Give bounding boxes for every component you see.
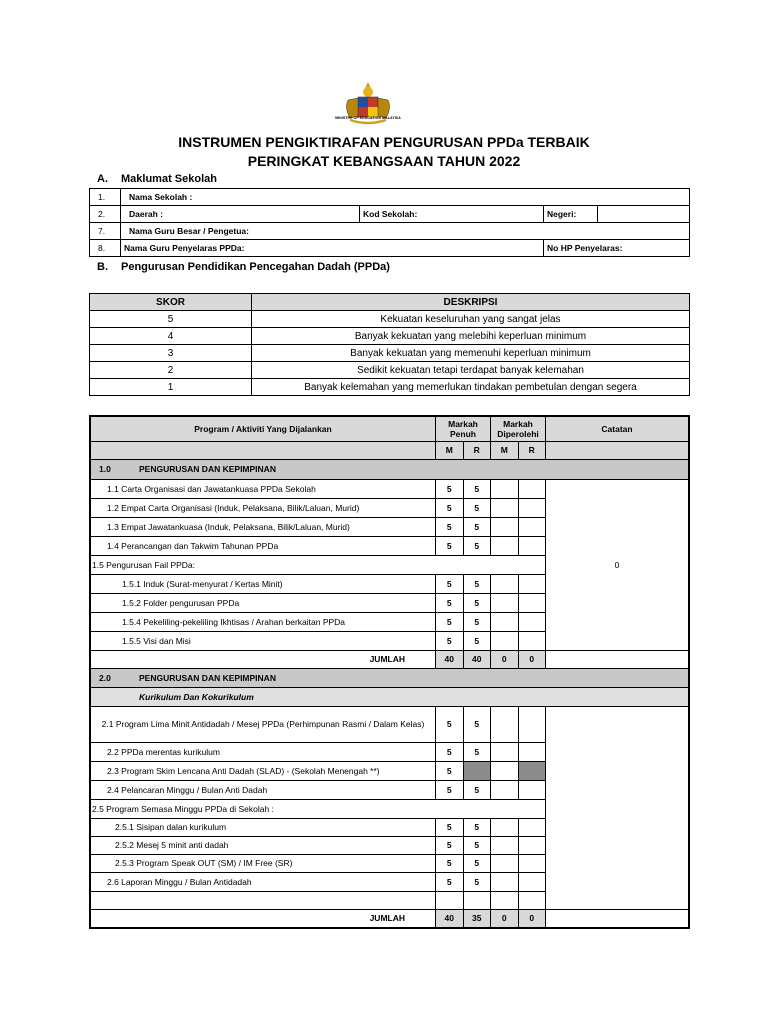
m-diperolehi-input[interactable] (491, 836, 519, 854)
skor-desc: Banyak kekuatan yang melebihi keperluan minimum (252, 328, 690, 345)
m-diperolehi-input[interactable] (491, 818, 519, 836)
section-2-header (90, 668, 689, 687)
r-penuh: 5 (463, 854, 491, 872)
m-penuh: 5 (436, 631, 464, 650)
guru-besar-field[interactable]: Nama Guru Besar / Pengetua: (121, 223, 690, 240)
r-penuh: 5 (463, 593, 491, 612)
section-2-no: 2.0 (99, 672, 111, 683)
m-diperolehi-input[interactable] (491, 612, 519, 631)
r-penuh: 5 (463, 872, 491, 891)
program-label: 1.5.2 Folder pengurusan PPDa (90, 593, 436, 612)
r-diperolehi-input[interactable] (518, 854, 546, 872)
m-diperolehi-input[interactable] (491, 742, 519, 761)
markah-penuh-header: Markah Penuh (436, 416, 491, 441)
skor-table (89, 293, 690, 396)
program-label: 1.3 Empat Jawatankuasa (Induk, Pelaksana, Bilik/Laluan, Murid) (90, 517, 436, 536)
r-penuh: 5 (463, 706, 491, 742)
r-diperolehi-input[interactable] (518, 593, 546, 612)
m-penuh: 5 (436, 479, 464, 498)
m-penuh: 5 (436, 706, 464, 742)
info-no: 7. (90, 223, 121, 240)
program-label: 2.1 Program Lima Minit Antidadah / Mesej PPDa (Perhimpunan Rasmi / Dalam Kelas) (90, 706, 436, 742)
r-diperolehi-input[interactable] (518, 498, 546, 517)
program-label: 1.5.5 Visi dan Misi (90, 631, 436, 650)
section-a-label: Maklumat Sekolah (121, 173, 217, 185)
blank-cell (463, 891, 491, 909)
section-a-letter: A. (97, 173, 108, 185)
r-diperolehi-input[interactable] (518, 612, 546, 631)
m-diperolehi-input[interactable] (491, 479, 519, 498)
deskripsi-header: DESKRIPSI (252, 294, 690, 311)
blank-cell (518, 891, 546, 909)
r-penuh: 5 (463, 836, 491, 854)
program-label: 1.4 Perancangan dan Takwim Tahunan PPDa (90, 536, 436, 555)
blank-header (546, 441, 690, 459)
m-penuh: 5 (436, 742, 464, 761)
skor-value: 2 (90, 362, 252, 379)
m-header: M (436, 441, 464, 459)
info-no: 2. (90, 206, 121, 223)
document-subtitle: PERINGKAT KEBANGSAAN TAHUN 2022 (247, 153, 521, 169)
no-hp-field[interactable]: No HP Penyelaras: (544, 240, 690, 257)
m-diperolehi-input[interactable] (491, 854, 519, 872)
r-diperolehi-input[interactable] (518, 479, 546, 498)
m-diperolehi-input[interactable] (491, 498, 519, 517)
r-diperolehi-disabled (518, 761, 546, 780)
skor-value: 3 (90, 345, 252, 362)
catatan-cell[interactable] (546, 706, 690, 909)
program-label: 2.4 Pelancaran Minggu / Bulan Anti Dadah (90, 780, 436, 799)
r-diperolehi-input[interactable] (518, 706, 546, 742)
blank-header (90, 441, 436, 459)
catatan-header: Catatan (546, 416, 690, 441)
section-b-heading (97, 261, 390, 273)
section-2-title: PENGURUSAN DAN KEPIMPINAN (139, 672, 276, 683)
program-label: 1.5.1 Induk (Surat-menyurat / Kertas Minit) (90, 574, 436, 593)
m-penuh: 5 (436, 536, 464, 555)
r-diperolehi-input[interactable] (518, 536, 546, 555)
nama-sekolah-field[interactable]: Nama Sekolah : (121, 189, 690, 206)
blank-cell (546, 909, 690, 928)
m-diperolehi-input[interactable] (491, 706, 519, 742)
r-diperolehi-input[interactable] (518, 818, 546, 836)
jumlah-label: JUMLAH (90, 909, 436, 928)
jumlah-m-penuh: 40 (436, 909, 464, 928)
blank-cell (436, 891, 464, 909)
r-diperolehi-input[interactable] (518, 742, 546, 761)
r-diperolehi-input[interactable] (518, 872, 546, 891)
r-diperolehi-input[interactable] (518, 780, 546, 799)
r-penuh: 5 (463, 536, 491, 555)
section-a-heading (97, 173, 217, 185)
m-penuh: 5 (436, 574, 464, 593)
program-label: 2.2 PPDa merentas kurikulum (90, 742, 436, 761)
r-penuh: 5 (463, 612, 491, 631)
kod-sekolah-field[interactable]: Kod Sekolah: (360, 206, 544, 223)
m-diperolehi-input[interactable] (491, 761, 519, 780)
program-table (89, 415, 690, 929)
skor-value: 4 (90, 328, 252, 345)
daerah-field[interactable]: Daerah : (121, 206, 360, 223)
catatan-cell[interactable]: 0 (546, 479, 690, 650)
document-title: INSTRUMEN PENGIKTIRAFAN PENGURUSAN PPDa TERBAIK (178, 134, 590, 150)
m-diperolehi-input[interactable] (491, 574, 519, 593)
skor-value: 1 (90, 379, 252, 396)
pengurusan-fail-label: 1.5 Pengurusan Fail PPDa: (90, 555, 546, 574)
program-label: 1.5.4 Pekeliling-pekeliling Ikhtisas / Arahan berkaitan PPDa (90, 612, 436, 631)
m-diperolehi-input[interactable] (491, 780, 519, 799)
m-penuh: 5 (436, 612, 464, 631)
m-diperolehi-input[interactable] (491, 631, 519, 650)
jumlah-m-diperolehi: 0 (491, 909, 519, 928)
skor-desc: Kekuatan keseluruhan yang sangat jelas (252, 311, 690, 328)
section-b-label: Pengurusan Pendidikan Pencegahan Dadah (PPDa) (121, 261, 390, 273)
m-penuh: 5 (436, 836, 464, 854)
crest-caption: MINISTRY OF EDUCATION MALAYSIA (335, 116, 401, 120)
r-penuh-disabled (463, 761, 491, 780)
kurikulum-subheader: Kurikulum Dan Kokurikulum (90, 687, 689, 706)
m-diperolehi-input[interactable] (491, 536, 519, 555)
skor-desc: Sedikit kekuatan tetapi terdapat banyak kelemahan (252, 362, 690, 379)
jumlah-label: JUMLAH (90, 650, 436, 668)
guru-penyelaras-field[interactable]: Nama Guru Penyelaras PPDa: (121, 240, 544, 257)
r-penuh: 5 (463, 517, 491, 536)
skor-value: 5 (90, 311, 252, 328)
r-diperolehi-input[interactable] (518, 836, 546, 854)
jumlah-r-penuh: 35 (463, 909, 491, 928)
section-1-title: PENGURUSAN DAN KEPIMPINAN (139, 464, 276, 474)
info-no: 8. (90, 240, 121, 257)
skor-header: SKOR (90, 294, 252, 311)
m-penuh: 5 (436, 872, 464, 891)
jumlah-r-diperolehi: 0 (518, 650, 546, 668)
section-b-letter: B. (97, 261, 108, 273)
program-label: 1.2 Empat Carta Organisasi (Induk, Pelaksana, Bilik/Laluan, Murid) (90, 498, 436, 517)
info-no: 1. (90, 189, 121, 206)
program-header: Program / Aktiviti Yang Dijalankan (90, 416, 436, 441)
program-label: 2.5.3 Program Speak OUT (SM) / IM Free (SR) (90, 854, 436, 872)
m-penuh: 5 (436, 780, 464, 799)
skor-desc: Banyak kelemahan yang memerlukan tindakan pembetulan dengan segera (252, 379, 690, 396)
program-semasa-label: 2.5 Program Semasa Minggu PPDa di Sekolah : (90, 799, 546, 818)
markah-diperolehi-header: Markah Diperolehi (491, 416, 546, 441)
program-label: 2.5.2 Mesej 5 minit anti dadah (90, 836, 436, 854)
r-diperolehi-input[interactable] (518, 574, 546, 593)
m-penuh: 5 (436, 517, 464, 536)
jumlah-r-diperolehi: 0 (518, 909, 546, 928)
section-1-no: 1.0 (99, 464, 111, 474)
r-penuh: 5 (463, 742, 491, 761)
m-diperolehi-input[interactable] (491, 872, 519, 891)
m-penuh: 5 (436, 593, 464, 612)
m-penuh: 5 (436, 761, 464, 780)
r-penuh: 5 (463, 498, 491, 517)
program-label: 2.5.1 Sisipan dalan kurikulum (90, 818, 436, 836)
section-1-header (90, 459, 689, 479)
program-label: 1.1 Carta Organisasi dan Jawatankuasa PPDa Sekolah (90, 479, 436, 498)
program-label: 2.6 Laporan Minggu / Bulan Antidadah (90, 872, 436, 891)
m-diperolehi-input[interactable] (491, 593, 519, 612)
m-penuh: 5 (436, 854, 464, 872)
blank-cell (491, 891, 519, 909)
school-info-table (89, 188, 690, 257)
jumlah-r-penuh: 40 (463, 650, 491, 668)
jumlah-m-penuh: 40 (436, 650, 464, 668)
r-header: R (518, 441, 546, 459)
r-diperolehi-input[interactable] (518, 631, 546, 650)
negeri-field[interactable] (598, 206, 690, 223)
blank-cell (546, 650, 690, 668)
negeri-label: Negeri: (544, 206, 598, 223)
m-penuh: 5 (436, 498, 464, 517)
skor-desc: Banyak kekuatan yang memenuhi keperluan minimum (252, 345, 690, 362)
r-penuh: 5 (463, 574, 491, 593)
r-penuh: 5 (463, 631, 491, 650)
blank-cell (90, 891, 436, 909)
r-header: R (463, 441, 491, 459)
r-penuh: 5 (463, 780, 491, 799)
program-label: 2.3 Program Skim Lencana Anti Dadah (SLAD) - (Sekolah Menengah **) (90, 761, 436, 780)
m-penuh: 5 (436, 818, 464, 836)
m-header: M (491, 441, 519, 459)
r-diperolehi-input[interactable] (518, 517, 546, 536)
r-penuh: 5 (463, 818, 491, 836)
r-penuh: 5 (463, 479, 491, 498)
jumlah-m-diperolehi: 0 (491, 650, 519, 668)
m-diperolehi-input[interactable] (491, 517, 519, 536)
